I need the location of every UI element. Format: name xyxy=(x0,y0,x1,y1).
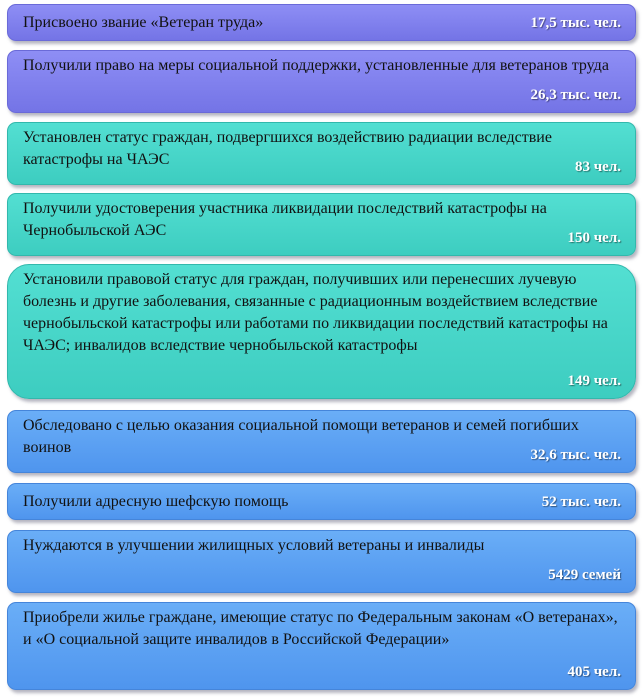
stat-value: 32,6 тыс. чел. xyxy=(530,447,621,463)
stat-value: 17,5 тыс. чел. xyxy=(530,15,621,31)
stat-value: 149 чел. xyxy=(567,373,621,389)
stat-value: 405 чел. xyxy=(567,664,621,680)
stat-card-patronage-help xyxy=(7,483,636,520)
stat-value: 26,3 тыс. чел. xyxy=(530,87,621,103)
stat-description: Приобрели жилье граждане, имеющие статус по Федеральным законам «О ветеранах», и «О социальной защите инвалидов в Российской Федерации» xyxy=(23,609,618,648)
stat-card-housing-needs xyxy=(7,530,636,593)
stat-card-veteran-title xyxy=(7,4,636,41)
stat-card-chernobyl-liquidators xyxy=(7,193,636,256)
stat-card-housing-acquired xyxy=(7,602,636,690)
stat-description: Получили удостоверения участника ликвидации последствий катастрофы на Чернобыльской АЭС xyxy=(23,200,547,239)
stat-value: 52 тыс. чел. xyxy=(541,494,621,510)
stat-card-labor-veterans-support xyxy=(7,50,636,113)
stat-description: Присвоено звание «Ветеран труда» xyxy=(23,14,264,31)
stat-description: Получили адресную шефскую помощь xyxy=(23,493,289,510)
stat-description: Нуждаются в улучшении жилищных условий ветераны и инвалиды xyxy=(23,537,485,554)
stat-description: Обследовано с целью оказания социальной помощи ветеранов и семей погибших воинов xyxy=(23,417,579,456)
stat-value: 150 чел. xyxy=(567,230,621,246)
stat-description: Получили право на меры социальной поддержки, установленные для ветеранов труда xyxy=(23,57,609,74)
stat-description: Установлен статус граждан, подвергшихся воздействию радиации вследствие катастрофы на ЧАЭС xyxy=(23,129,552,168)
stat-card-social-assistance-survey xyxy=(7,410,636,473)
stat-value: 83 чел. xyxy=(574,159,621,175)
stat-description: Установили правовой статус для граждан, получивших или перенесших лучевую болезнь и другие заболевания, связанные с радиационным воздействием вследствие чернобыльской катастрофы или работами по ликвидации последствий катастрофы на ЧАЭС; инвалидов вследствие чернобыльской катастрофы xyxy=(23,271,608,354)
stat-card-radiation-status xyxy=(7,122,636,185)
stat-value: 5429 семей xyxy=(548,567,621,583)
stat-card-radiation-illness-status xyxy=(7,264,636,399)
